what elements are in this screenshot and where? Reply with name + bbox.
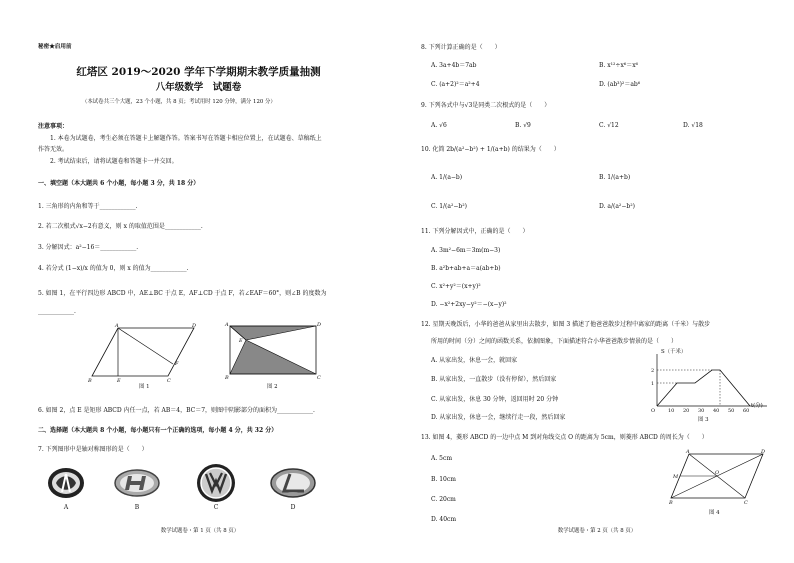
q13-option-d[interactable]: D. 40cm — [431, 516, 457, 523]
question-10: 10. 化简 2b/(a²−b²) + 1/(a+b) 的结果为（ ） — [421, 146, 560, 153]
note-1-cont: 作答无效。 — [38, 146, 69, 153]
section-choice: 二、选择题（本大题共 8 个小题，每小题只有一个正确的选项，每小题 4 分，共 32 分） — [38, 427, 278, 434]
q12-option-c[interactable]: C. 从家出发，休息 30 分钟，返回用时 20 分钟 — [431, 396, 559, 403]
exam-meta: （本试卷共三个大题，23 个小题，共 8 页；考试用时 120 分钟，满分 120 分） — [82, 99, 276, 105]
option-d-label: D — [290, 504, 296, 511]
q8-option-c[interactable]: C. (a+2)²＝a²+4 — [431, 81, 480, 88]
figure-3-caption: 图 3 — [698, 417, 709, 423]
q11-option-d[interactable]: D. −x²+2xy−y²＝−(x−y)² — [431, 301, 507, 308]
question-5: 5. 如图 1，在平行四边形 ABCD 中，AE⊥BC 于点 E，AF⊥CD 于点 F，若∠EAF＝60°，则∠B 的度数为 — [38, 290, 327, 297]
q10-option-d[interactable]: D. a/(a²−b²) — [599, 203, 635, 210]
q10-option-a[interactable]: A. 1/(a−b) — [431, 174, 463, 181]
question-3: 3. 分解因式：a²−16＝____________. — [38, 244, 139, 251]
svg-text:C: C — [744, 500, 748, 506]
q12-option-a[interactable]: A. 从家出发，休息一会，就回家 — [431, 357, 518, 364]
q9-option-b[interactable]: B. √9 — [515, 122, 531, 129]
logo-option-b[interactable] — [114, 468, 160, 501]
svg-text:A: A — [686, 449, 690, 455]
notes-heading: 注意事项： — [38, 123, 69, 130]
section-fill-blank: 一、填空题（本大题共 6 个小题，每小题 3 分，共 18 分） — [38, 180, 200, 187]
note-1: 1. 本卷为试题卷，考生必须在答题卡上解题作答。答案书写在答题卡相应位置上，在试题卷、草稿纸上 — [50, 135, 322, 142]
figure-1-parallelogram — [88, 322, 198, 388]
figure-2-caption: 图 2 — [267, 384, 278, 390]
q9-option-a[interactable]: A. √6 — [431, 122, 447, 129]
question-1: 1. 三角形的内角和等于____________. — [38, 203, 138, 210]
figure-1-caption: 图 1 — [139, 384, 150, 390]
svg-text:60: 60 — [743, 408, 750, 414]
question-12-cont: 所用的时间（分）之间的函数关系，依据图象，下面描述符合小华爸爸散步情景的是（ ） — [431, 338, 678, 345]
svg-text:50: 50 — [728, 408, 735, 414]
page-2-footer: 数学试题卷・第 2 页（共 8 页） — [557, 528, 637, 534]
option-a-label: A — [63, 504, 69, 511]
q11-option-c[interactable]: C. x²+y²＝(x+y)² — [431, 283, 481, 290]
q10-option-b[interactable]: B. 1/(a+b) — [599, 174, 631, 181]
svg-text:30: 30 — [698, 408, 705, 414]
logo-option-d[interactable] — [270, 467, 316, 502]
svg-text:B: B — [225, 375, 229, 380]
svg-text:E: E — [117, 378, 121, 384]
q8-option-a[interactable]: A. 3a+4b＝7ab — [431, 62, 477, 69]
exam-subtitle: 八年级数学 试题卷 — [155, 82, 242, 93]
q8-option-b[interactable]: B. x¹²÷x⁶＝x⁶ — [599, 62, 639, 69]
svg-text:A: A — [115, 323, 119, 329]
question-7: 7. 下列图形中是轴对称图形的是（ ） — [38, 446, 148, 453]
question-8: 8. 下列计算正确的是（ ） — [421, 44, 501, 51]
option-c-label: C — [213, 504, 219, 511]
svg-text:10: 10 — [668, 408, 675, 414]
q13-option-c[interactable]: C. 20cm — [431, 496, 456, 503]
question-12: 12. 星期天晚饭后，小华的爸爸从家里出去散步，如图 3 描述了他爸爸散步过程中离家的距离（千米）与散步 — [421, 321, 711, 328]
figure-3-y-label: S（千米） — [661, 349, 687, 355]
svg-text:20: 20 — [683, 408, 690, 414]
secret-label: 秘密★启用前 — [38, 44, 72, 50]
logo-option-a[interactable] — [46, 466, 86, 503]
svg-text:2: 2 — [651, 368, 655, 374]
question-5-blank: ____________. — [38, 308, 76, 315]
question-2: 2. 若二次根式√x−2有意义，则 x 的取值范围是____________. — [38, 223, 203, 230]
logo-option-c[interactable] — [196, 463, 236, 506]
q8-option-d[interactable]: D. (ab³)²＝ab⁶ — [599, 81, 641, 88]
option-b-label: B — [134, 504, 140, 511]
q10-option-c[interactable]: C. 1/(a²−b²) — [431, 203, 467, 210]
svg-text:C: C — [317, 375, 321, 380]
page-1-footer: 数学试题卷・第 1 页（共 8 页） — [160, 528, 240, 534]
question-4: 4. 若分式 (1−x)/x 的值为 0，则 x 的值为____________. — [38, 265, 189, 272]
svg-text:40: 40 — [713, 408, 720, 414]
q11-option-b[interactable]: B. a²b+ab+a＝a(ab+b) — [431, 265, 501, 272]
note-2: 2. 考试结束后，请将试题卷和答题卡一并交回。 — [50, 158, 178, 165]
svg-text:1: 1 — [651, 381, 655, 387]
q12-option-d[interactable]: D. 从家出发，休息一会，继续行走一段，然后回家 — [431, 414, 566, 421]
question-13: 13. 如图 4，菱形 ABCD 的一边中点 M 到对角线交点 O 的距离为 5cm，则菱形 ABCD 的周长为（ ） — [421, 434, 708, 441]
q12-option-b[interactable]: B. 从家出发，一直散步（没有停留），然后回家 — [431, 376, 557, 383]
question-6: 6. 如图 2，点 E 是矩形 ABCD 内任一点，若 AB＝4，BC＝7，则图中阴影部分的面积为____________. — [38, 407, 315, 414]
exam-title: 红塔区 2019～2020 学年下学期期末教学质量抽测 — [76, 66, 321, 78]
q11-option-a[interactable]: A. 3m²−6m＝3m(m−3) — [431, 247, 501, 254]
svg-text:B: B — [88, 378, 92, 384]
question-11: 11. 下列分解因式中，正确的是（ ） — [421, 228, 529, 235]
svg-text:D: D — [317, 322, 322, 328]
question-9: 9. 下列各式中与√3是同类二次根式的是（ ） — [421, 102, 551, 109]
svg-text:O: O — [651, 408, 656, 414]
svg-text:B: B — [669, 500, 673, 506]
svg-text:A: A — [225, 322, 229, 328]
q13-option-b[interactable]: B. 10cm — [431, 476, 456, 483]
figure-4-caption: 图 4 — [709, 510, 720, 516]
figure-3-x-label: t(分) — [751, 403, 763, 409]
q13-option-a[interactable]: A. 5cm — [431, 455, 453, 462]
page-2 — [397, 0, 794, 563]
svg-text:E: E — [239, 338, 243, 344]
figure-4-rhombus — [669, 446, 769, 508]
svg-text:O: O — [715, 470, 720, 476]
figure-2-rectangle — [224, 322, 324, 380]
svg-text:D: D — [192, 323, 197, 329]
svg-text:D: D — [761, 449, 766, 455]
q9-option-d[interactable]: D. √18 — [683, 122, 703, 129]
svg-text:C: C — [167, 378, 171, 384]
svg-text:F: F — [175, 361, 179, 367]
q9-option-c[interactable]: C. √12 — [599, 122, 619, 129]
svg-text:M: M — [673, 474, 679, 480]
